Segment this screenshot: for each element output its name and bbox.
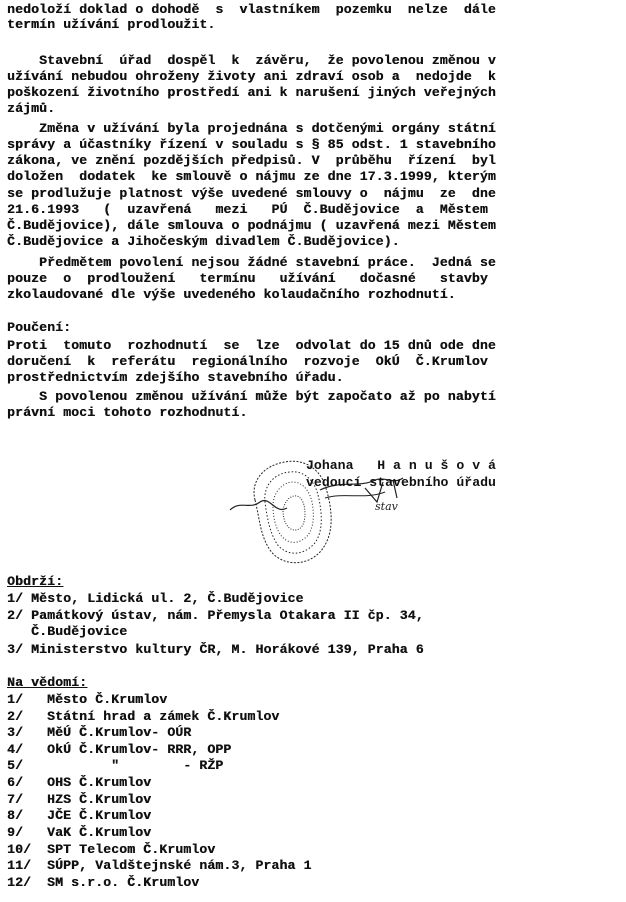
- list-number: 4/: [7, 742, 24, 757]
- para2-line-3: zákona, ve znění pozdějších předpisů. V průběhu řízení byl: [7, 153, 496, 168]
- list-number: 5/: [7, 758, 24, 773]
- list-text: " - RŽP: [47, 758, 224, 773]
- na-vedomi-item: [7, 792, 151, 807]
- list-text: Město Č.Krumlov: [47, 692, 168, 707]
- obdrzi-item: 2/ Památkový ústav, nám. Přemysla Otakara II čp. 34,: [7, 608, 424, 623]
- obdrzi-item: 1/ Město, Lidická ul. 2, Č.Budějovice: [7, 591, 304, 606]
- list-number: 6/: [7, 775, 24, 790]
- na-vedomi-item: [7, 842, 215, 857]
- para2-line-6: 21.6.1993 ( uzavřená mezi PÚ Č.Budějovice a Městem: [7, 202, 488, 217]
- list-number: 1/: [7, 692, 24, 707]
- pouceni-heading: Poučení:: [7, 320, 72, 335]
- para2-line-2: správy a účastníky řízení v souladu s § 85 odst. 1 stavebního: [7, 137, 496, 152]
- obdrzi-heading: Obdrží:: [7, 574, 64, 589]
- para3-line-2: pouze o prodloužení termínu užívání dočasné stavby: [7, 271, 488, 286]
- list-text: OHS Č.Krumlov: [47, 775, 152, 790]
- pouceni-line-3: prostřednictvím zdejšího stavebního úřadu.: [7, 370, 344, 385]
- list-text: SÚPP, Valdštejnské nám.3, Praha 1: [47, 858, 312, 873]
- para1-line-2: užívání nebudou ohroženy životy ani zdraví osob a nedojde k: [7, 69, 496, 84]
- list-text: SPT Telecom Č.Krumlov: [47, 842, 216, 857]
- list-number: 12/: [7, 875, 32, 890]
- list-number: 3/: [7, 725, 24, 740]
- stamp-handwriting: stav: [375, 500, 398, 513]
- para3-line-3: zkolaudované dle výše uvedeného kolaudačního rozhodnutí.: [7, 287, 456, 302]
- para2-line-1: Změna v užívání byla projednána s dotčenými orgány státní: [7, 121, 496, 136]
- list-text: MěÚ Č.Krumlov- OÚR: [47, 725, 192, 740]
- intro-line-2: termín užívání prodloužit.: [7, 17, 216, 32]
- na-vedomi-item: [7, 725, 191, 740]
- para1-line-4: zájmů.: [7, 101, 56, 116]
- list-number: 2/: [7, 709, 24, 724]
- signatory-name: Johana H a n u š o v á: [306, 458, 496, 473]
- list-number: 9/: [7, 825, 24, 840]
- list-number: 11/: [7, 858, 32, 873]
- list-text: VaK Č.Krumlov: [47, 825, 152, 840]
- para2-line-4: doložen dodatek ke smlouvě o nájmu ze dne 17.3.1999, kterým: [7, 169, 496, 184]
- pouceni-line-1: Proti tomuto rozhodnutí se lze odvolat do 15 dnů ode dne: [7, 338, 496, 353]
- na-vedomi-item: [7, 808, 151, 823]
- na-vedomi-item: [7, 825, 151, 840]
- pouceni-line-4: S povolenou změnou užívání může být započato až po nabytí: [7, 389, 496, 404]
- obdrzi-item: 3/ Ministerstvo kultury ČR, M. Horákové 139, Praha 6: [7, 642, 424, 657]
- na-vedomi-heading: Na vědomí:: [7, 675, 88, 690]
- na-vedomi-item: [7, 858, 311, 873]
- signatory-title: vedoucí stavebního úřadu: [306, 475, 496, 490]
- list-number: 7/: [7, 792, 24, 807]
- list-number: 10/: [7, 842, 32, 857]
- na-vedomi-item: [7, 692, 167, 707]
- list-text: Státní hrad a zámek Č.Krumlov: [47, 709, 280, 724]
- para2-line-5: se prodlužuje platnost výše uvedené smlouvy o nájmu ze dne: [7, 186, 496, 201]
- pouceni-line-5: právní moci tohoto rozhodnutí.: [7, 405, 248, 420]
- para1-line-1: Stavební úřad dospěl k závěru, že povolenou změnou v: [7, 53, 496, 68]
- list-text: SM s.r.o. Č.Krumlov: [47, 875, 200, 890]
- na-vedomi-item: [7, 758, 223, 773]
- intro-line-1: nedoloží doklad o dohodě s vlastníkem pozemku nelze dále: [7, 2, 496, 17]
- para2-line-7: Č.Budějovice), dále smlouva o podnájmu ( uzavřená mezi Městem: [7, 218, 496, 233]
- list-text: HZS Č.Krumlov: [47, 792, 152, 807]
- para1-line-3: poškození životního prostředí ani k narušení jiných veřejných: [7, 85, 496, 100]
- list-text: OkÚ Č.Krumlov- RRR, OPP: [47, 742, 232, 757]
- para2-line-8: Č.Budějovice a Jihočeským divadlem Č.Budějovice).: [7, 234, 400, 249]
- para3-line-1: Předmětem povolení nejsou žádné stavební práce. Jedná se: [7, 255, 496, 270]
- list-number: 8/: [7, 808, 24, 823]
- na-vedomi-item: [7, 775, 151, 790]
- list-text: JČE Č.Krumlov: [47, 808, 152, 823]
- pouceni-line-2: doručení k referátu regionálního rozvoje OkÚ Č.Krumlov: [7, 354, 488, 369]
- obdrzi-item: Č.Budějovice: [7, 624, 128, 639]
- na-vedomi-item: [7, 709, 279, 724]
- na-vedomi-item: [7, 742, 231, 757]
- na-vedomi-item: [7, 875, 199, 890]
